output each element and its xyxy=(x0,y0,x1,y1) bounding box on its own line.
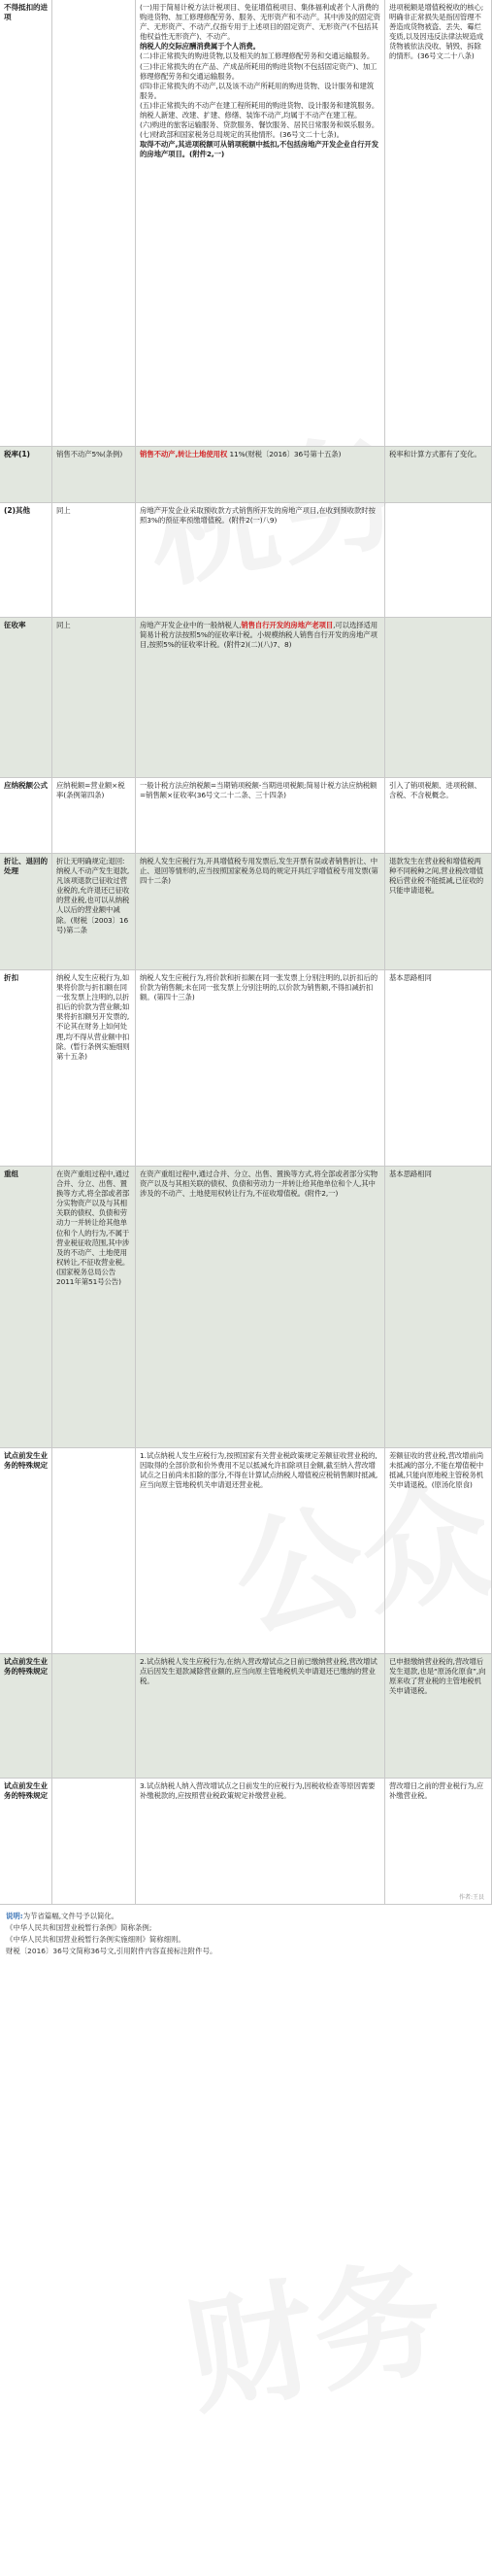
notes-cell: 税率和计算方式都有了变化。 xyxy=(385,447,492,503)
row-label: 试点前发生业务的特殊规定 xyxy=(0,1448,52,1654)
notes-cell: 已申报缴纳营业税的,营改增后发生退款,也是“原汤化原食”,向原来收了营业税的主管地税机关申请退税。 xyxy=(385,1654,492,1779)
notes-cell xyxy=(385,618,492,778)
notes-cell: 基本思路相同 xyxy=(385,970,492,1167)
row-label: 折让、退回的处理 xyxy=(0,854,52,970)
row-label: 应纳税额公式 xyxy=(0,778,52,854)
notes-cell: 进项税额是增值税税收的核心;明确非正常损失是指因管理不善造成货物被盗、丢失、霉烂变质,以及因违反法律法规造成货物被依法没收、销毁、拆除的情形。(36号文二十八条) xyxy=(385,0,492,447)
old-rule-cell xyxy=(52,1448,136,1654)
row-label: 征收率 xyxy=(0,618,52,778)
new-rule-cell: 一般计税方法应纳税额=当期销项税额-当期进项税额;简易计税方法应纳税额=销售额×征收率(36号文二十二条、三十四条) xyxy=(136,778,385,854)
old-rule-cell: 应纳税额=营业额×税率(条例第四条) xyxy=(52,778,136,854)
row-label: 重组 xyxy=(0,1167,52,1448)
watermark xyxy=(171,2214,455,2440)
new-rule-cell: 房地产开发企业采取预收款方式销售所开发的房地产项目,在收到预收款时按照3%的预征率预缴增值税。(附件2(一)八9) xyxy=(136,503,385,618)
new-rule-cell: 1.试点纳税人发生应税行为,按照国家有关营业税政策规定差额征收营业税的,因取得的全部价款和价外费用不足以抵减允许扣除项目金额,截至纳入营改增试点之日前尚未扣除的部分,不得在计算试点纳税人增值税应税销售额时抵减,应当向原主管地税机关申请退还营业税。 xyxy=(136,1448,385,1654)
row-label: 试点前发生业务的特殊规定 xyxy=(0,1654,52,1779)
old-rule-cell xyxy=(52,1654,136,1779)
notes-cell: 引入了销项税额、进项税额、含税、不含税概念。 xyxy=(385,778,492,854)
old-rule-cell: 折让无明确规定;退回:纳税人不动产发生退款,凡该项退款已征收过营业税的,允许退还已征收的营业税,也可以从纳税人以后的营业额中减除。(财税〔2003〕16号)第二条 xyxy=(52,854,136,970)
row-label: 不得抵扣的进项 xyxy=(0,0,52,447)
old-rule-cell: 纳税人发生应税行为,如果将价款与折扣额在同一张发票上注明的,以折扣后的价款为营业额;如果将折扣额另开发票的,不论其在财务上如何处理,均不得从营业额中扣除。(暂行条例实施细则第十五条) xyxy=(52,970,136,1167)
row-label: 折扣 xyxy=(0,970,52,1167)
old-rule-cell xyxy=(52,1779,136,1905)
old-rule-cell: 在资产重组过程中,通过合并、分立、出售、置换等方式,将全部或者部分实物资产以及与其相关联的债权、负债和劳动力一并转让给其他单位和个人的行为,不属于营业税征收范围,其中涉及的不动产、土地使用权转让,不征收营业税。(国家税务总局公告2011年第51号公告) xyxy=(52,1167,136,1448)
new-rule-cell: 2.试点纳税人发生应税行为,在纳入营改增试点之日前已缴纳营业税,营改增试点后因发生退款减除营业额的,应当向原主管地税机关申请退还已缴纳的营业税。 xyxy=(136,1654,385,1779)
notes-cell: 营改增日之前的营业税行为,应补缴营业税。 xyxy=(385,1779,492,1905)
old-rule-cell: 同上 xyxy=(52,618,136,778)
notes-cell: 退款发生在营业税和增值税两种不同税种之间,营业税改增值税后营业税不能抵减,已征收的只能申请退税。 xyxy=(385,854,492,970)
author-credit: 作者:王艮 xyxy=(458,1894,484,1901)
new-rule-cell: 纳税人发生应税行为,将价款和折扣额在同一张发票上分别注明的,以折扣后的价款为销售额;未在同一张发票上分别注明的,以价款为销售额,不得扣减折扣额。(第四十三条) xyxy=(136,970,385,1167)
notes-cell: 基本思路相同 xyxy=(385,1167,492,1448)
new-rule-cell: 纳税人发生应税行为,开具增值税专用发票后,发生开票有误或者销售折让、中止、退回等情形的,应当按照国家税务总局的规定开具红字增值税专用发票(第四十二条) xyxy=(136,854,385,970)
new-rule-cell: 房地产开发企业中的一般纳税人,销售自行开发的房地产老项目,可以选择适用简易计税方法按照5%的征收率计税。小规模纳税人销售自行开发的房地产项目,按照5%的征收率计税。(附件2)(二)(八)7、8) xyxy=(136,618,385,778)
old-rule-cell xyxy=(52,0,136,447)
row-label: (2)其他 xyxy=(0,503,52,618)
old-rule-cell: 同上 xyxy=(52,503,136,618)
new-rule-cell: 3.试点纳税人纳入营改增试点之日前发生的应税行为,因税收检查等原因需要补缴税款的,应按照营业税政策规定补缴营业税。 xyxy=(136,1779,385,1905)
new-rule-cell: (一)用于简易计税方法计税项目、免征增值税项目、集体福利或者个人消费的购进货物、加工修理修配劳务、服务、无形资产和不动产。其中涉及的固定资产、无形资产、不动产,仅指专用于上述项目的固定资产、无形资产(不包括其他权益性无形资产)、不动产。 纳税人的交际应酬消费属于个人消费。 (二)非正常损失的购进货物,以及相关的加工修理修配劳务和交通运输服务。 (三)非正常损失的在产品、产成品所耗用的购进货物(不包括固定资产)、加工修理修配劳务和交通运输服务。 (四)非正常损失的不动产,以及该不动产所耗用的购进货物、设计服务和建筑服务。 (五)非正常损失的不动产在建工程所耗用的购进货物、设计服务和建筑服务。 纳税人新建、改建、扩建、修缮、装饰不动产,均属于不动产在建工程。 (六)购进的旅客运输服务、贷款服务、餐饮服务、居民日常服务和娱乐服务。 (七)财政部和国家税务总局规定的其他情形。(36号文二十七条)。 取得不动产,其进项税额可从销项税额中抵扣,不包括房地产开发企业自行开发的房地产项目。(附件2,一) xyxy=(136,0,385,447)
row-label: 税率(1) xyxy=(0,447,52,503)
row-label: 试点前发生业务的特殊规定 xyxy=(0,1779,52,1905)
footnotes: 说明:为节省篇幅,文件号予以简化。 《中华人民共和国营业税暂行条例》简称条例; 《中华人民共和国营业税暂行条例实施细则》简称细则。 财税〔2016〕36号文简称36号文,引用附件内容直接标注附件号。 xyxy=(6,1912,217,1955)
new-rule-cell: 销售不动产,转让土地使用权 11%(财税〔2016〕36号第十五条) xyxy=(136,447,385,503)
old-rule-cell: 销售不动产5%(条例) xyxy=(52,447,136,503)
notes-cell xyxy=(385,503,492,618)
new-rule-cell: 在资产重组过程中,通过合并、分立、出售、置换等方式,将全部或者部分实物资产以及与其相关联的债权、负债和劳动力一并转让给其他单位和个人,其中涉及的不动产、土地使用权转让行为,不征收增值税。(附件2,一) xyxy=(136,1167,385,1448)
notes-cell: 差额征收的营业税,营改增前尚未抵减的部分,不能在增值税中抵减,只能向原地税主管税务机关申请退税。(原汤化原食) xyxy=(385,1448,492,1654)
